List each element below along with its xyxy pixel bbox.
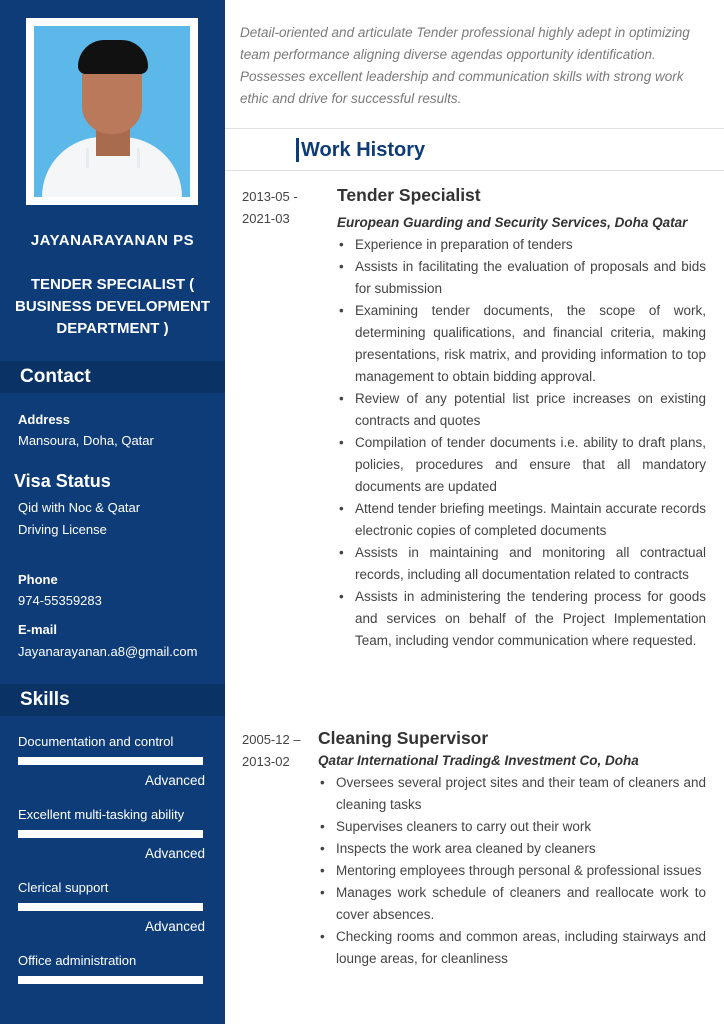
profile-photo [26,18,198,205]
phone-value: 974-55359283 [18,593,102,608]
job-company: Qatar International Trading& Investment Co, Doha [318,753,639,768]
job-date-start: 2005-12 – [242,732,301,747]
job-dates [242,729,301,773]
email-value: Jayanarayanan.a8@gmail.com [18,644,198,659]
job-title: Tender Specialist [337,185,481,205]
visa-status-value [18,497,218,541]
visa-status-line: Driving License [18,522,107,537]
phone-label: Phone [18,572,58,587]
job-bullet: • Review of any potential list price increases on existing contracts and quotes [337,388,706,432]
job-company: European Guarding and Security Services, Doha Qatar [337,215,688,230]
skill-level: Advanced [144,773,205,788]
job-date-end: 2021-03 [242,211,290,226]
job-title: Cleaning Supervisor [318,728,489,748]
work-history-heading: Work History [296,138,425,162]
job-bullet: • Assists in administering the tendering process for goods and services on behalf of the Project Implementation Team, including vendor communication where requested. [337,586,706,652]
skill-bar [18,757,203,765]
job-bullet: • Supervises cleaners to carry out their work [318,816,706,838]
contact-heading: Contact [20,366,91,387]
profile-photo-image [34,26,190,197]
visa-status-line: Qid with Noc & Qatar [18,500,141,515]
job-bullet: • Oversees several project sites and their team of cleaners and cleaning tasks [318,772,706,816]
skill-bar [18,903,203,911]
job-bullets [337,234,706,652]
skill-name: Excellent multi-tasking ability [18,807,185,822]
job-bullet: • Mentoring employees through personal & professional issues [318,860,706,882]
skill-name: Office administration [18,953,137,968]
job-bullet: • Examining tender documents, the scope of work, determining qualifications, and financial criteria, making presentations, risk matrix, and providing information to top management to obtain bidding approval. [337,300,706,388]
email-label: E-mail [18,622,58,637]
job-bullet: • Inspects the work area cleaned by cleaners [318,838,706,860]
profile-title-line: BUSINESS DEVELOPMENT [14,298,211,315]
job-bullet: • Checking rooms and common areas, including stairways and lounge areas, for cleanliness [318,926,706,970]
skill-bar [18,830,203,838]
job-bullet: • Experience in preparation of tenders [337,234,706,256]
job-bullets [318,772,706,970]
job-date-end: 2013-02 [242,754,290,769]
job-bullet: • Compilation of tender documents i.e. ability to draft plans, policies, procedures and ensure that all mandatory documents are updated [337,432,706,498]
profile-title-line: TENDER SPECIALIST ( [30,276,195,293]
profile-title-line: DEPARTMENT ) [56,320,169,337]
address-value: Mansoura, Doha, Qatar [18,433,154,448]
job-bullet: • Assists in maintaining and monitoring all contractual records, including all documentation related to contracts [337,542,706,586]
visa-status-heading: Visa Status [14,471,111,491]
job-dates [242,186,298,230]
skill-level: Advanced [144,846,205,861]
job-bullet: • Manages work schedule of cleaners and reallocate work to cover absences. [318,882,706,926]
profile-title [0,274,225,340]
skill-bar [18,976,203,984]
job-date-start: 2013-05 - [242,189,298,204]
professional-summary: Detail-oriented and articulate Tender professional highly adept in optimizing team performance aligning diverse agendas opportunity identification. Possesses excellent leadership and communication skills with strong work ethic and drive for successful results. [240,25,690,106]
skill-level: Advanced [144,919,205,934]
address-label: Address [18,412,71,427]
profile-name: JAYANARAYANAN PS [30,232,195,249]
skill-name: Clerical support [18,880,109,895]
job-bullet: • Assists in facilitating the evaluation of proposals and bids for submission [337,256,706,300]
contact-heading-bar [0,361,225,393]
skill-name: Documentation and control [18,734,174,749]
job-bullet: • Attend tender briefing meetings. Maintain accurate records electronic copies of completed documents [337,498,706,542]
skills-heading: Skills [20,689,70,710]
sidebar [0,0,225,1024]
skills-heading-bar [0,684,225,716]
